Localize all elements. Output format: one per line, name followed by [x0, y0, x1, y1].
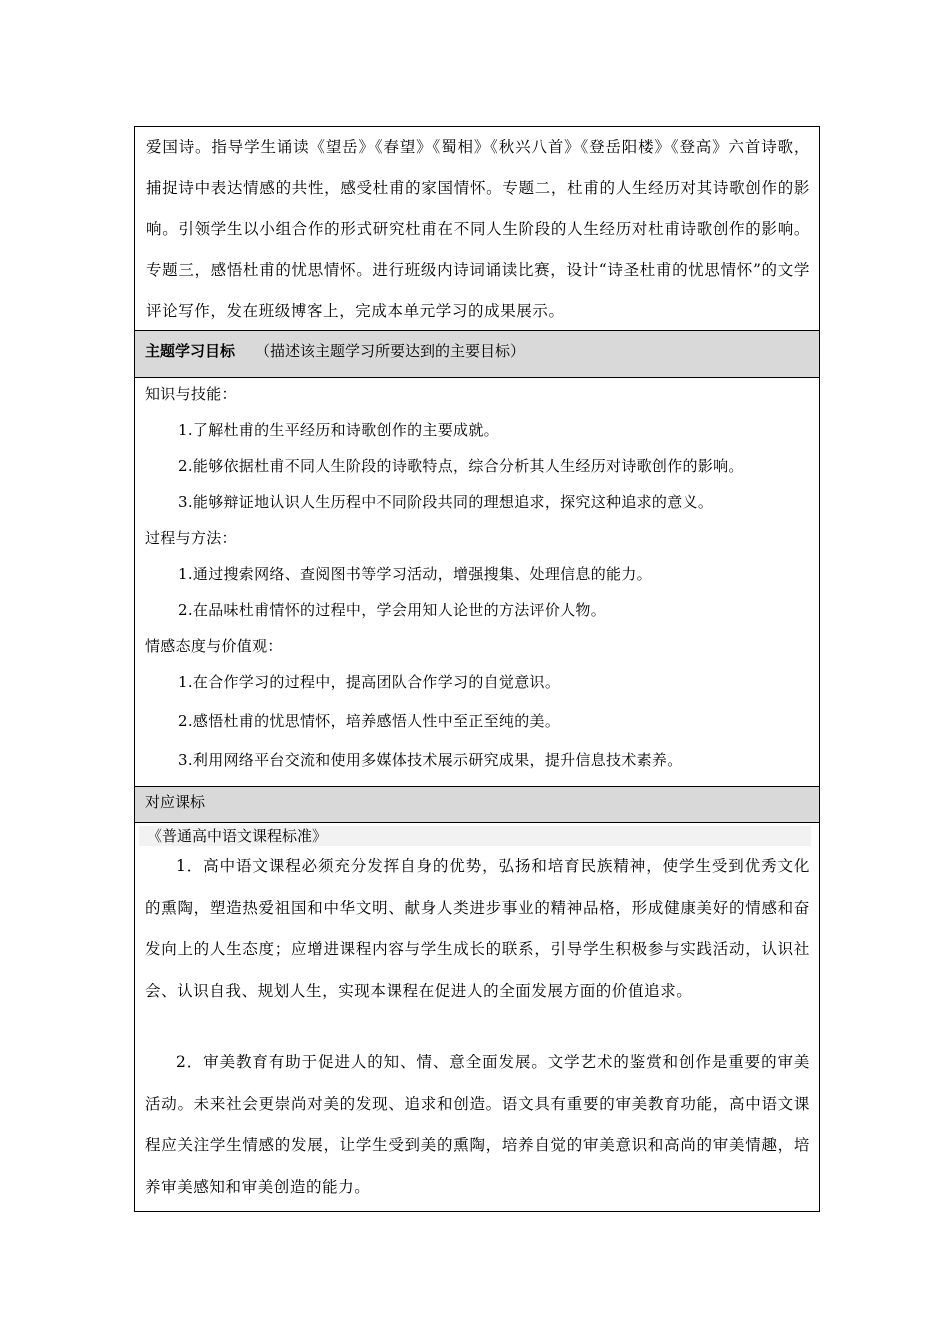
knowledge-item: 1.了解杜甫的生平经历和诗歌创作的主要成就。 [178, 421, 499, 439]
curriculum-standards-header [135, 786, 819, 823]
curriculum-standards-title: 对应课标 [145, 793, 206, 811]
knowledge-item: 3.能够辩证地认识人生历程中不同阶段共同的理想追求，探究这种追求的意义。 [178, 493, 714, 511]
standards-paragraph-1-text: 1．高中语文课程必须充分发挥自身的优势，弘扬和培育民族精神，使学生受到优秀文化的熏陶，塑造热爱祖国和中华文明、献身人类进步事业的精神品格，形成健康美好的情感和奋发向上的人生态度；应增进课程内容与学生成长的联系，引导学生积极参与实践活动，认识社会、认识自我、规划人生，实现本课程在促进人的全面发展方面的价值追求。 [145, 857, 810, 1000]
process-label: 过程与方法： [145, 529, 237, 547]
learning-goals-note: （描述该主题学习所要达到的主要目标） [255, 342, 526, 360]
emotion-label: 情感态度与价值观： [145, 637, 283, 655]
knowledge-item: 2.能够依据杜甫不同人生阶段的诗歌特点，综合分析其人生经历对诗歌创作的影响。 [178, 457, 744, 475]
emotion-item: 1.在合作学习的过程中，提高团队合作学习的自觉意识。 [178, 673, 561, 691]
standards-source: 《普通高中语文课程标准》 [139, 826, 811, 846]
learning-goals-header [135, 330, 819, 378]
emotion-item: 2.感悟杜甫的忧思情怀，培养感悟人性中至正至纯的美。 [178, 712, 561, 730]
learning-goals-title: 主题学习目标 [145, 342, 236, 360]
standards-paragraph-2 [145, 1042, 810, 1208]
lesson-plan-table [134, 126, 820, 1212]
unit-description-cell [135, 127, 819, 330]
process-item: 2.在品味杜甫情怀的过程中，学会用知人论世的方法评价人物。 [178, 601, 607, 619]
process-item: 1.通过搜索网络、查阅图书等学习活动，增强搜集、处理信息的能力。 [178, 565, 652, 583]
knowledge-label: 知识与技能： [145, 385, 237, 403]
learning-goals-cell [135, 378, 819, 786]
curriculum-standards-cell [135, 823, 819, 1211]
emotion-item: 3.利用网络平台交流和使用多媒体技术展示研究成果，提升信息技术素养。 [178, 751, 683, 769]
unit-description-text: 爱国诗。指导学生诵读《望岳》《春望》《蜀相》《秋兴八首》《登岳阳楼》《登高》六首诗歌，捕捉诗中表达情感的共性，感受杜甫的家国情怀。专题二，杜甫的人生经历对其诗歌创作的影响。引领学生以小组合作的形式研究杜甫在不同人生阶段的人生经历对杜甫诗歌创作的影响。专题三，感悟杜甫的忧思情怀。进行班级内诗词诵读比赛，设计“诗圣杜甫的忧思情怀”的文学评论写作，发在班级博客上，完成本单元学习的成果展示。 [146, 138, 810, 320]
standards-paragraph-1 [145, 846, 810, 1012]
standards-paragraph-2-text: 2．审美教育有助于促进人的知、情、意全面发展。文学艺术的鉴赏和创作是重要的审美活动。未来社会更崇尚对美的发现、追求和创造。语文具有重要的审美教育功能，高中语文课程应关注学生情感的发展，让学生受到美的熏陶，培养自觉的审美意识和高尚的审美情趣，培养审美感知和审美创造的能力。 [145, 1053, 810, 1196]
